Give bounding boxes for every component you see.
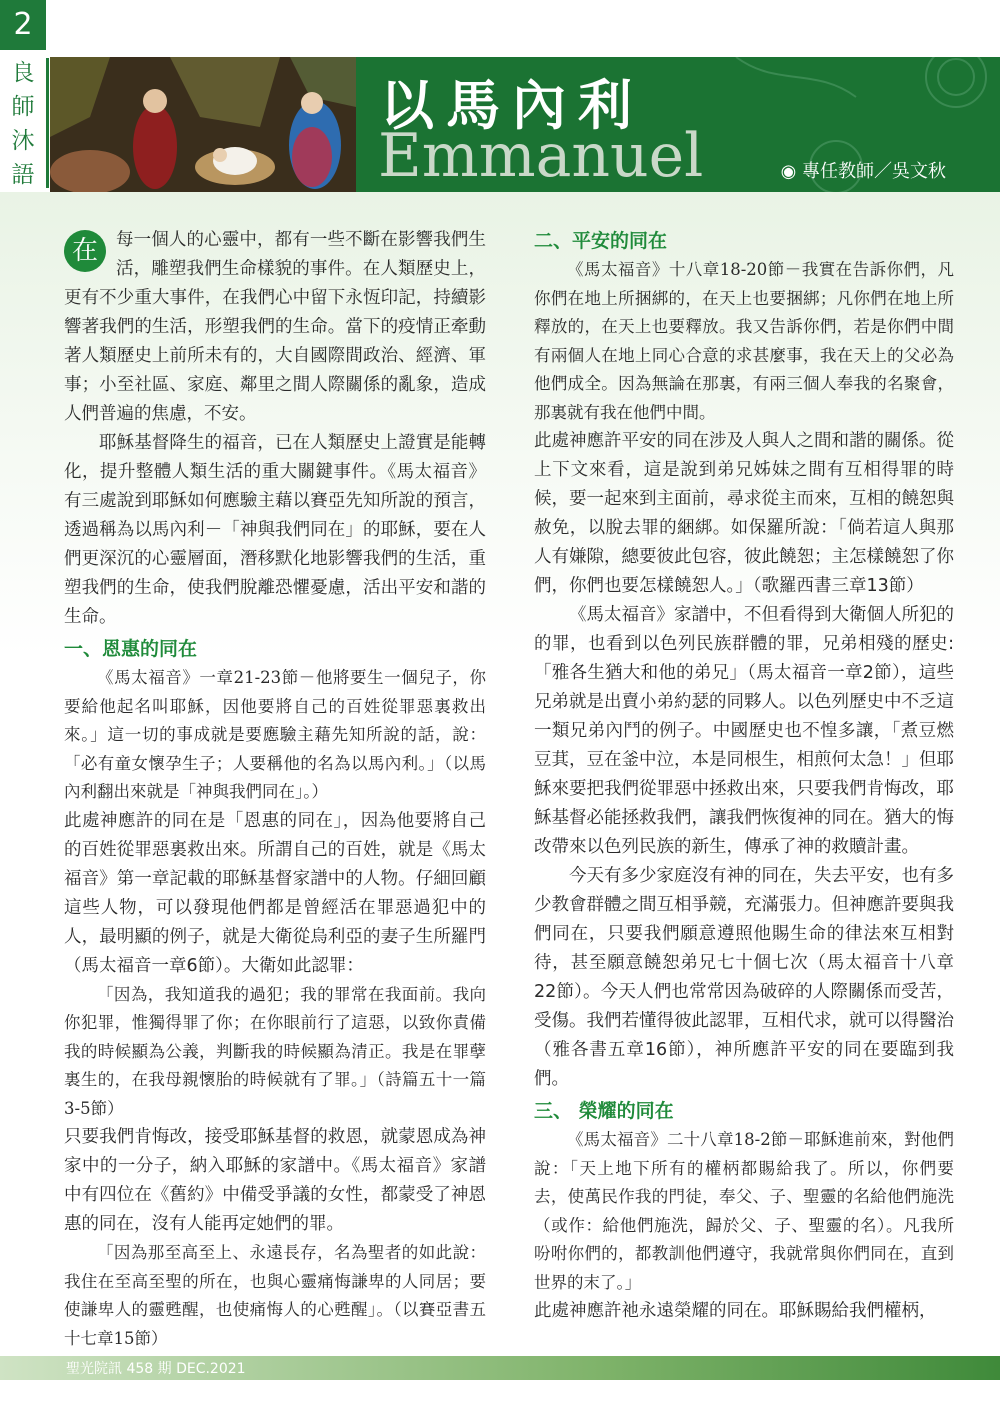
body-paragraph-8: 此處神應許祂永遠榮耀的同在。耶穌賜給我們權柄， [534,1301,937,1321]
scripture-quote-1: 《馬太福音》一章21-23節－他將要生一個兒子，你要給他起名叫耶穌，因他要將自己的百姓從罪惡裏救出來。」這一切的事成就是要應驗主藉先知所說的話，說：「必有童女懷孕生子；人要稱他的名為以馬內利。」（以馬內利翻出來就是「神與我們同在」。） [64,668,486,801]
footer-issue-info: 聖光院訊 458 期 DEC.2021 [66,1361,246,1377]
intro-paragraph-2: 耶穌基督降生的福音，已在人類歷史上證實是能轉化，提升整體人類生活的重大關鍵事件。《馬太福音》有三處說到耶穌如何應驗主藉以賽亞先知所說的預言，透過稱為以馬內利－「神與我們同在」的耶穌，要在人們更深沉的心靈層面，潛移默化地影響我們的生活，重塑我們的生命，使我們脫離恐懼憂慮，活出平安和諧的生命。 [64,433,486,627]
column-name-char: 沐 [11,128,35,154]
right-column [534,226,954,1326]
title-band [356,57,1000,192]
body-paragraph-4: 只要我們肯悔改，接受耶穌基督的救恩，就蒙恩成為神家中的一分子，納入耶穌的家譜中。《馬太福音》家譜中有四位在《舊約》中備受爭議的女性，都蒙受了神恩惠的同在，沒有人能再定她們的罪。 [64,1127,486,1234]
scripture-quote-3: 「因為那至高至上、永遠長存，名為聖者的如此說：我住在至高至聖的所在，也與心靈痛悔謙卑的人同居；要使謙卑人的靈甦醒，也使痛悔人的心甦醒」。（以賽亞書五十七章15節） [64,1243,486,1348]
scripture-quote-5: 《馬太福音》二十八章18-2節－耶穌進前來，對他們說：「天上地下所有的權柄都賜給我了。所以，你們要去，使萬民作我的門徒，奉父、子、聖靈的名給他們施洗（或作：給他們施洗，歸於父、子、聖靈的名）。凡我所吩咐你們的，都教訓他們遵守，我就常與你們同在，直到世界的末了。」 [534,1130,954,1292]
intro-paragraph-1 [64,226,486,429]
article-title-zh: 以馬內利 [380,74,644,137]
column-name [0,58,49,188]
left-column [64,226,486,1353]
section-heading-1: 一、恩惠的同在 [64,638,198,660]
nativity-illustration [50,57,356,192]
author-byline: ◉ 專任教師／吳文秋 [780,161,946,182]
body-paragraph-5: 此處神應許平安的同在涉及人與人之間和諧的關係。從上下文來看，這是說到弟兄姊妹之間有互相得罪的時候，要一起來到主面前，尋求從主而來，互相的饒恕與赦免，以脫去罪的綑綁。如保羅所說：「倘若這人與那人有嫌隙，總要彼此包容，彼此饒恕；主怎樣饒恕了你們，你們也要怎樣饒恕人。」（歌羅西書三章13節） [534,431,954,596]
section-heading-3: 三、 榮耀的同在 [534,1100,674,1122]
body-paragraph-6: 《馬太福音》家譜中，不但看得到大衛個人所犯的的罪，也看到以色列民族群體的罪，兄弟相殘的歷史:「雅各生猶大和他的弟兄」（馬太福音一章2節），這些兄弟就是出賣小弟約瑟的同夥人。以色列歷史中不乏這一類兄弟內鬥的例子。中國歷史也不惶多讓，「煮豆燃豆萁，豆在釜中泣，本是同根生，相煎何太急！」但耶穌來要把我們從罪惡中拯救出來，只要我們肯悔改，耶穌基督必能拯救我們，讓我們恢復神的同在。猶大的悔改帶來以色列民族的新生，傳承了神的救贖計畫。 [534,605,954,857]
body-paragraph-3: 此處神應許的同在是「恩惠的同在」，因為他要將自己的百姓從罪惡裏救出來。所謂自己的百姓，就是《馬太福音》第一章記載的耶穌基督家譜中的人物。仔細回顧這些人物，可以發現他們都是曾經活在罪惡過犯中的人，最明顯的例子，就是大衛從烏利亞的妻子生所羅門（馬太福音一章6節）。大衛如此認罪： [64,810,486,976]
drop-cap: 在 [64,230,106,272]
nativity-photo [50,57,356,192]
intro-text-1: 每一個人的心靈中，都有一些不斷在影響我們生活，雕塑我們生命樣貌的事件。在人類歷史上，更有不少重大事件，在我們心中留下永恆印記，持續影響著我們的生活，形塑我們的生命。當下的疫情正牽動著人類歷史上前所未有的，大自國際間政治、經濟、軍事；小至社區、家庭、鄰里之間人際關係的亂象，造成人們普遍的焦慮，不安。 [64,230,486,424]
column-name-char: 良 [11,60,35,86]
page-number: 2 [0,0,46,50]
side-tab [0,0,46,192]
article-title-en: Emmanuel [378,121,704,191]
body-paragraph-7: 今天有多少家庭沒有神的同在，失去平安，也有多少教會群體之間互相爭競，充滿張力。但神應許要與我們同在，只要我們願意遵照他賜生命的律法來互相對待，甚至願意饒恕弟兄七十個七次（馬太福音十八章22節）。今天人們也常常因為破碎的人際關係而受苦，受傷。我們若懂得彼此認罪，互相代求，就可以得醫治（雅各書五章16節），神所應許平安的同在要臨到我們。 [534,866,954,1089]
section-heading-2: 二、平安的同在 [534,230,668,252]
scripture-quote-4: 《馬太福音》十八章18-20節－我實在告訴你們，凡你們在地上所捆綁的，在天上也要捆綁；凡你們在地上所釋放的，在天上也要釋放。我又告訴你們，若是你們中間有兩個人在地上同心合意的求甚麼事，我在天上的父必為他們成全。因為無論在那裏，有兩三個人奉我的名聚會，那裏就有我在他們中間。 [534,260,954,422]
column-name-char: 語 [11,162,35,188]
column-name-char: 師 [11,94,35,120]
scripture-quote-2: 「因為，我知道我的過犯；我的罪常在我面前。我向你犯罪，惟獨得罪了你；在你眼前行了這惡，以致你責備我的時候顯為公義，判斷我的時候顯為清正。我是在罪孽裏生的，在我母親懷胎的時候就有了罪。」（詩篇五十一篇3-5節） [64,984,486,1118]
